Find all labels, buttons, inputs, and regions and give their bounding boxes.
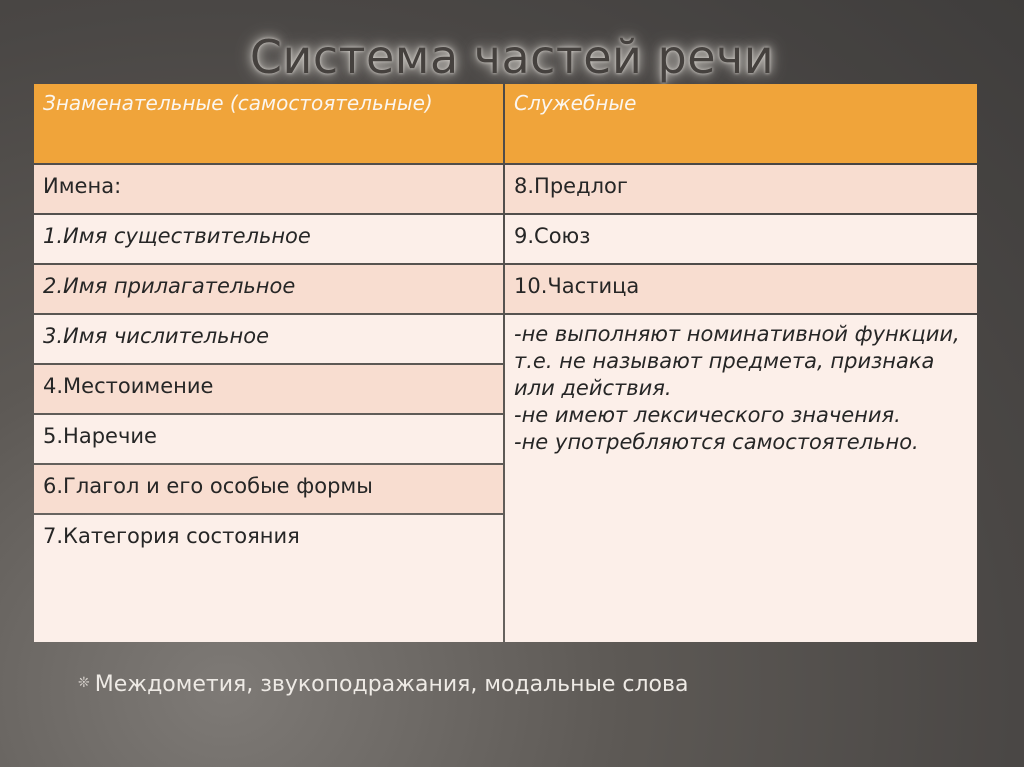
footnote [78, 672, 688, 697]
auxiliary-description-text: -не выполняют номинативной функции, т.е. не называют предмета, признака или действия. -не имеют лексического значения. -не употребляются самостоятельно. [514, 322, 960, 454]
table-row: 7.Категория состояния [34, 515, 503, 642]
table-row: 3.Имя числительное [34, 315, 503, 363]
table-row: 6.Глагол и его особые формы [34, 465, 503, 513]
table-row: 1.Имя существительное [34, 215, 503, 263]
table-column-significant [34, 84, 503, 642]
table-row: 8.Предлог [505, 165, 977, 213]
table-row: Имена: [34, 165, 503, 213]
table-row: 9.Союз [505, 215, 977, 263]
slide-title: Система частей речи [249, 30, 775, 84]
table-header-significant: Знаменательные (самостоятельные) [34, 84, 503, 163]
footnote-text: Междометия, звукоподражания, модальные слова [94, 672, 689, 697]
table-row: 10.Частица [505, 265, 977, 313]
table-column-auxiliary [505, 84, 977, 642]
table-header-auxiliary: Служебные [505, 84, 977, 163]
table-row: 4.Местоимение [34, 365, 503, 413]
parts-of-speech-table [34, 84, 977, 642]
auxiliary-description [505, 315, 977, 642]
table-row: 5.Наречие [34, 415, 503, 463]
bullet-icon: ❊ [78, 675, 90, 691]
table-row: 2.Имя прилагательное [34, 265, 503, 313]
